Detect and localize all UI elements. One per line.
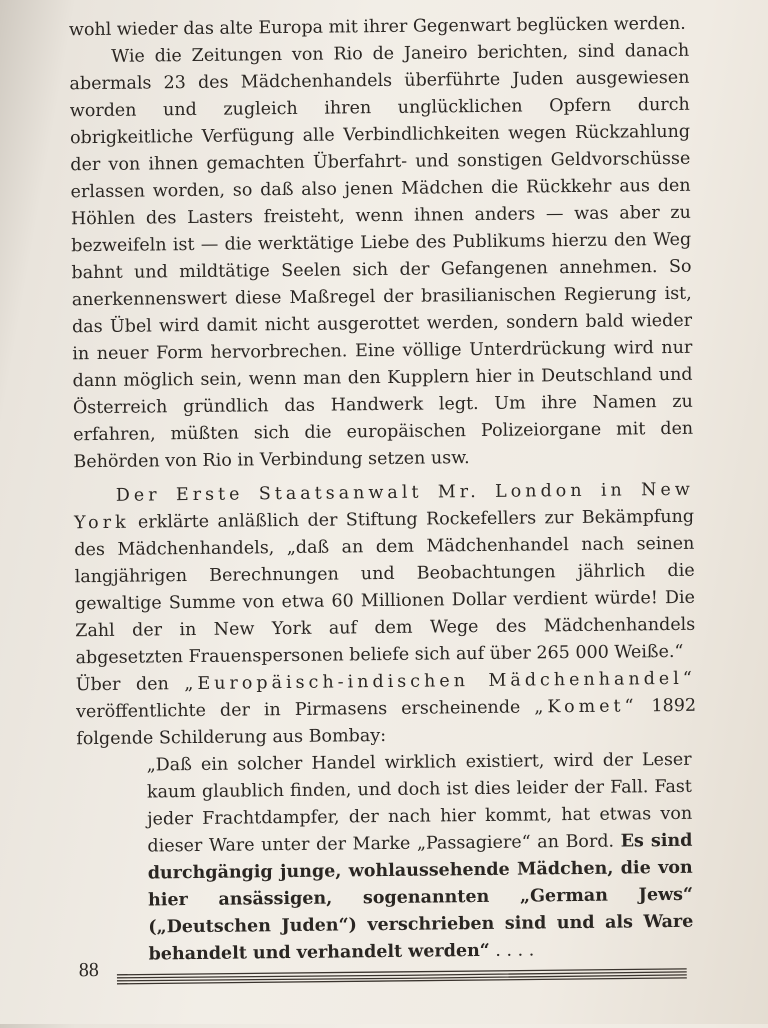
spaced-emphasis: „Komet“ [534,696,638,718]
spaced-emphasis: „Europäisch-indischen Mädchenhandel“ [184,668,696,695]
paragraph-continuation: wohl wieder das alte Europa mit ihrer Gegenwart beglücken werden. [68,13,686,41]
paragraph-text: veröffentlichte der in Pirmasens erscheinende [75,697,535,723]
page-number: 88 [78,959,99,982]
paragraph-text: Über den [75,674,185,696]
paragraph-text: erklärte anläßlich der Stiftung Rockefellers zur Bekämpfung des Mädchenhandels, „daß an dem Mädchenhandel nach seinen langjährigen Berechnungen und Beobachtungen jährlich die gewaltige Summe von etwa 60 Millionen Dollar verdient würde! Die Zahl der in New York auf dem Wege des Mädchenhandels abgesetzten Frauenspersonen beliefe sich auf über 265 000 Weiße.“ [74,506,696,669]
paragraph-rio-report: Wie die Zeitungen von Rio de Janeiro berichten, sind danach abermals 23 des Mädchenhandels überführte Juden ausgewiesen worden und zugleich ihren unglücklichen Opfern durch obrigkeitliche Verfügung alle Verbindlichkeiten wegen Rückzahlung der von ihnen gemachten Überfahrt- und sonstigen Geldvorschüsse erlassen worden, so daß also jenen Mädchen die Rückkehr aus den Höhlen des Lasters freisteht, wenn ihnen anders — was aber zu bezweifeln ist — die werktätige Liebe des Publikums hierzu den Weg bahnt und mildtätige Seelen sich der Gefangenen annehmen. So anerkennenswert diese Maßregel der brasilianischen Regierung ist, das Übel wird damit nicht ausgerottet werden, sondern bald wieder in neuer Form hervorbrechen. Eine völlige Unterdrückung wird nur dann möglich sein, wenn man den Kupplern hier in Deutschland und Österreich gründlich das Handwerk legt. Um ihre Namen zu erfahren, müßten sich die europäischen Polizeiorgane mit den Behörden von Rio in Verbindung setzen usw. [69,40,694,473]
block-quote [147,747,694,969]
footer-rule-ornament [117,967,687,985]
spaced-emphasis: Der Erste Staatsanwalt Mr. London in New York [73,479,694,534]
paragraph-prosecutor [74,477,696,672]
page-body [69,11,699,969]
quote-ellipsis: . . . . [489,940,535,961]
paragraph-text: 1892 folgende Schilderung aus Bombay: [76,695,697,750]
quote-text: „Daß ein solcher Handel wirklich existiert, wird der Leser kaum glaublich finden, und doch ist dies leider der Fall. Fast jeder Frachtdampfer, der nach hier kommt, hat etwas von dieser Ware unter der Marke „Passagiere“ an Bord. [146,749,693,857]
paragraph-komet-intro [76,666,697,753]
quote-bold-text: Es sind durchgängig junge, wohlaussehende Mädchen, die von hier ansässigen, sogenannten „German Jews“ („Deutschen Juden“) verschrieben sind und als Ware behandelt und verhandelt werden“ [147,830,694,965]
